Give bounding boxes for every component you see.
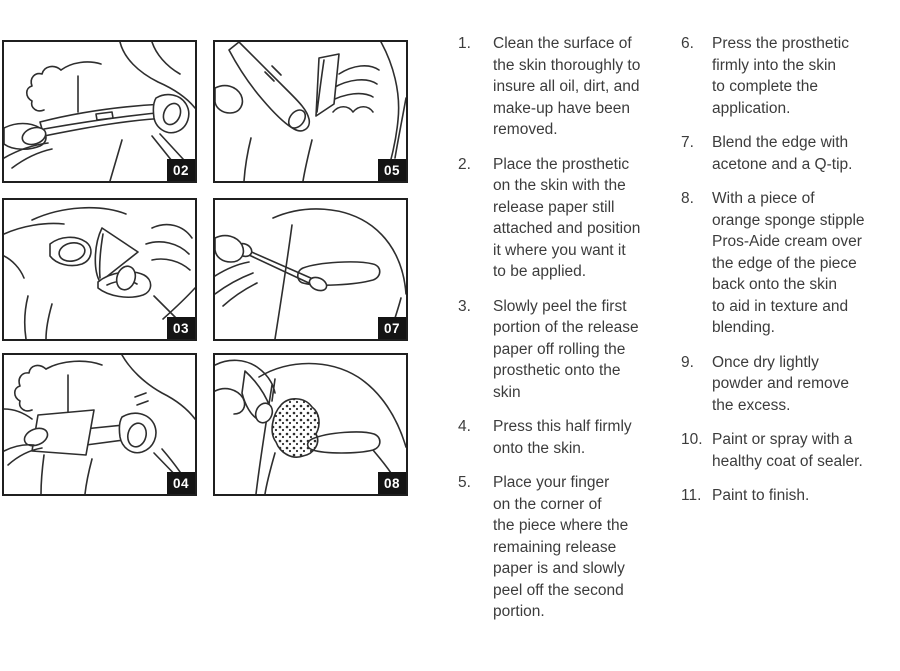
step-number-badge: 08: [378, 472, 406, 494]
instructions-column-2: [681, 33, 896, 520]
step-panel-04: [2, 353, 197, 496]
instruction-text: With a piece of orange sponge stipple Pros-Aide cream over the edge of the piece back onto the skin to aid in texture and blending.: [712, 190, 865, 336]
instruction-item-10: [681, 429, 896, 472]
instruction-text: Place the prosthetic on the skin with the release paper still attached and position it where you want it to be applied.: [493, 155, 641, 280]
instruction-item-7: [681, 132, 896, 175]
instruction-item-8: [681, 188, 896, 339]
instruction-number: 4.: [458, 418, 471, 435]
step-panel-02: [2, 40, 197, 183]
instruction-item-6: [681, 33, 896, 119]
step-panel-03: [2, 198, 197, 341]
instruction-number: 7.: [681, 134, 694, 151]
instruction-text: Paint or spray with a healthy coat of sealer.: [712, 431, 863, 470]
instruction-number: 6.: [681, 35, 694, 52]
instruction-text: Clean the surface of the skin thoroughly to insure all oil, dirt, and make-up have been removed.: [493, 35, 641, 138]
instruction-number: 5.: [458, 474, 471, 491]
instruction-text: Paint to finish.: [712, 487, 810, 504]
instructions-column-1: [458, 33, 670, 636]
instruction-item-1: [458, 33, 670, 141]
instruction-number: 9.: [681, 353, 694, 371]
instruction-number: 10.: [681, 431, 703, 448]
instruction-number: 2.: [458, 155, 471, 173]
instruction-text: Slowly peel the first portion of the release paper off rolling the prosthetic onto the skin: [493, 297, 639, 401]
step-panel-05: [213, 40, 408, 183]
step-panel-07: [213, 198, 408, 341]
step-number-badge: 03: [167, 317, 195, 339]
step-number-badge: 05: [378, 159, 406, 181]
instruction-number: 11.: [681, 487, 702, 504]
instruction-number: 1.: [458, 35, 471, 52]
instruction-item-9: [681, 352, 896, 417]
instruction-item-3: [458, 296, 670, 404]
instruction-text: Blend the edge with acetone and a Q-tip.: [712, 134, 853, 173]
step-number-badge: 02: [167, 159, 195, 181]
instruction-number: 8.: [681, 190, 694, 207]
instruction-text: Once dry lightly powder and remove the excess.: [712, 353, 849, 414]
instruction-item-4: [458, 416, 670, 459]
instruction-text: Place your finger on the corner of the piece where the remaining release paper is and slowly peel off the second portion.: [493, 474, 629, 620]
step-number-badge: 07: [378, 317, 406, 339]
instruction-text: Press this half firmly onto the skin.: [493, 418, 632, 457]
instruction-item-2: [458, 154, 670, 283]
step-panel-08: [213, 353, 408, 496]
instruction-text: Press the prosthetic firmly into the skin to complete the application.: [712, 35, 849, 117]
instruction-number: 3.: [458, 297, 471, 315]
step-number-badge: 04: [167, 472, 195, 494]
instruction-item-5: [458, 472, 670, 623]
instruction-item-11: [681, 485, 896, 507]
